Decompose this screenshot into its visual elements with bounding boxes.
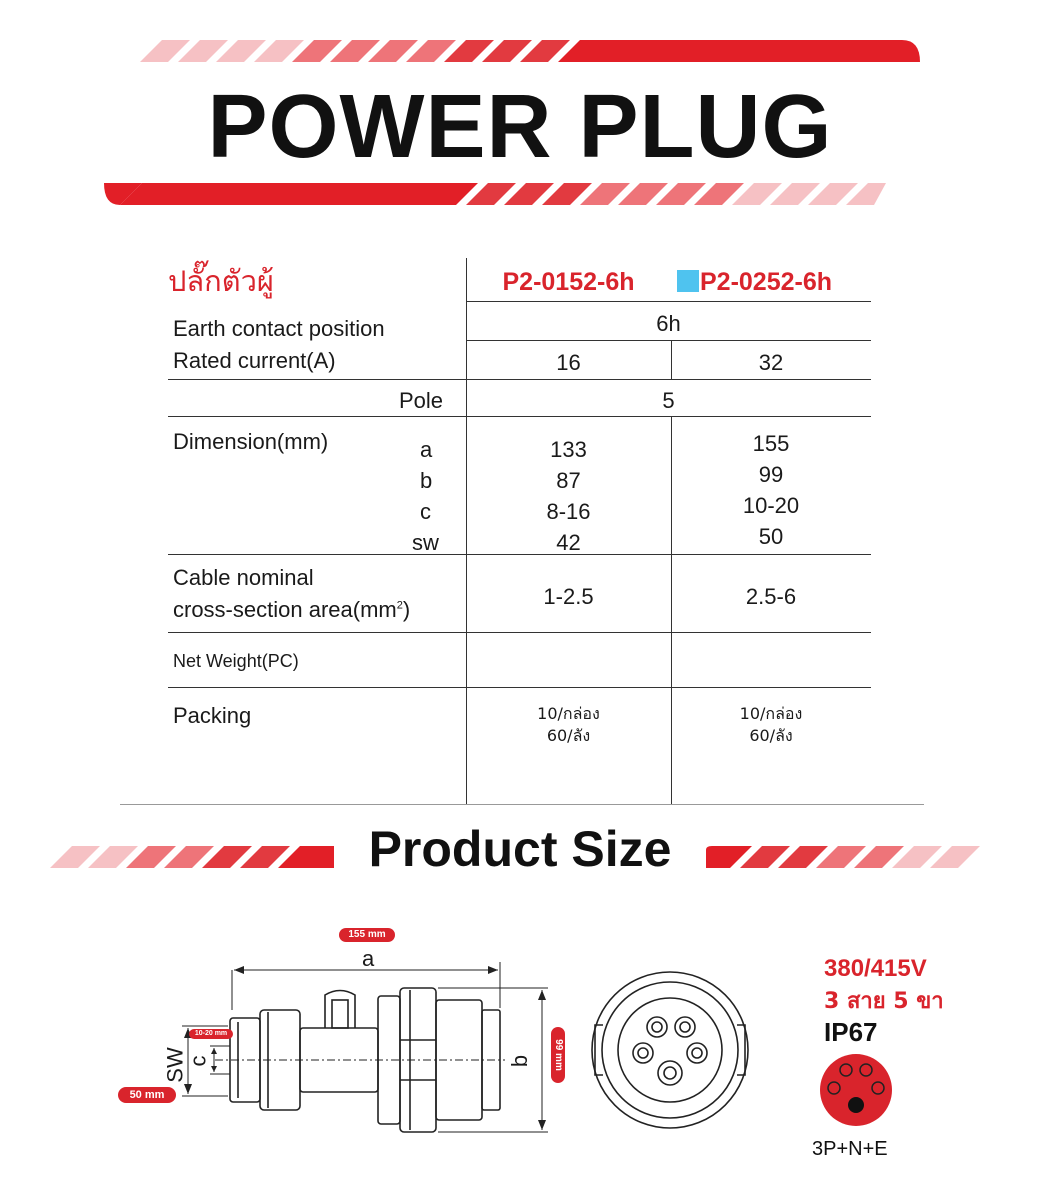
dimension-value-2-a: 155	[752, 431, 790, 456]
dimension-value-1-c: 8-16	[546, 499, 591, 524]
table-bottom-line	[120, 804, 924, 805]
cable-label-line-2	[173, 597, 410, 623]
rated-current-label: Rated current(A)	[173, 348, 336, 373]
wires-spec: 3 สาย 5 ขา	[824, 989, 944, 1014]
packing-label: Packing	[173, 703, 252, 728]
dimension-value-1-sw: 42	[556, 530, 581, 555]
packing-value-2-box: 10/กล่อง	[739, 704, 803, 723]
table-row-line	[168, 687, 871, 688]
cable-value-1: 1-2.5	[543, 584, 594, 609]
dimension-key-b: b	[420, 468, 433, 493]
product-size-title: Product Size	[368, 821, 672, 877]
packing-value-2-carton: 60/ลัง	[749, 726, 793, 745]
pole-value: 5	[662, 388, 675, 413]
net-weight-label: Net Weight(PC)	[173, 651, 299, 671]
plug-front-view-drawing	[575, 955, 775, 1155]
table-row-line	[466, 340, 871, 341]
model-1-header: P2-0152-6h	[502, 268, 635, 296]
earth-contact-value: 6h	[656, 311, 681, 336]
model-2-header: P2-0252-6h	[700, 268, 833, 296]
dim-a-badge: 155 mm	[339, 928, 395, 942]
cable-label-text: cross-section area(mm	[173, 597, 397, 622]
dim-b-badge: 99 mm	[551, 1027, 565, 1083]
table-row-line	[168, 379, 466, 380]
rated-current-value-2: 32	[758, 350, 784, 375]
dimension-value-2-sw: 50	[758, 524, 784, 549]
pin-configuration-icon	[816, 1050, 896, 1130]
dimension-key-sw: sw	[412, 530, 439, 555]
dimension-value-1-a: 133	[550, 437, 587, 462]
dimension-label: Dimension(mm)	[173, 429, 329, 454]
voltage-spec: 380/415V	[824, 955, 927, 982]
dimension-value-1-b: 87	[556, 468, 581, 493]
packing-value-1-carton: 60/ลัง	[546, 726, 591, 745]
packing-value-1-box: 10/กล่อง	[537, 704, 600, 723]
dim-c-badge: 10-20 mm	[189, 1029, 233, 1039]
model-marker	[677, 270, 699, 292]
dimension-value-2-c: 10-20	[742, 493, 800, 518]
dimension-value-2-b: 99	[758, 462, 784, 487]
dim-sw-label: SW	[162, 1047, 188, 1083]
dim-c-label: c	[185, 1055, 211, 1067]
table-row-line	[168, 632, 871, 633]
page-title: POWER PLUG	[207, 77, 833, 177]
dimension-key-c: c	[420, 499, 431, 524]
rated-current-value-1: 16	[556, 350, 581, 375]
cable-label-line-1: Cable nominal	[173, 565, 314, 590]
pin-config-label: 3P+N+E	[812, 1138, 888, 1160]
table-label-thai: ปลั๊กตัวผู้	[168, 264, 274, 298]
plug-side-view-drawing	[160, 950, 560, 1150]
cable-value-2: 2.5-6	[745, 584, 797, 609]
dim-sw-badge: 50 mm	[118, 1087, 176, 1103]
dimension-key-a: a	[420, 437, 433, 462]
table-row-line	[466, 301, 871, 302]
table-row-line	[466, 379, 871, 380]
cable-label-end: )	[402, 597, 411, 622]
table-row-line	[168, 416, 871, 417]
pole-label: Pole	[399, 388, 444, 413]
ip-rating: IP67	[824, 1017, 878, 1047]
dim-b-label: b	[507, 1054, 533, 1068]
earth-contact-label: Earth contact position	[173, 316, 385, 341]
dim-a-label: a	[362, 946, 375, 971]
cable-label-sup: 2	[396, 599, 403, 612]
